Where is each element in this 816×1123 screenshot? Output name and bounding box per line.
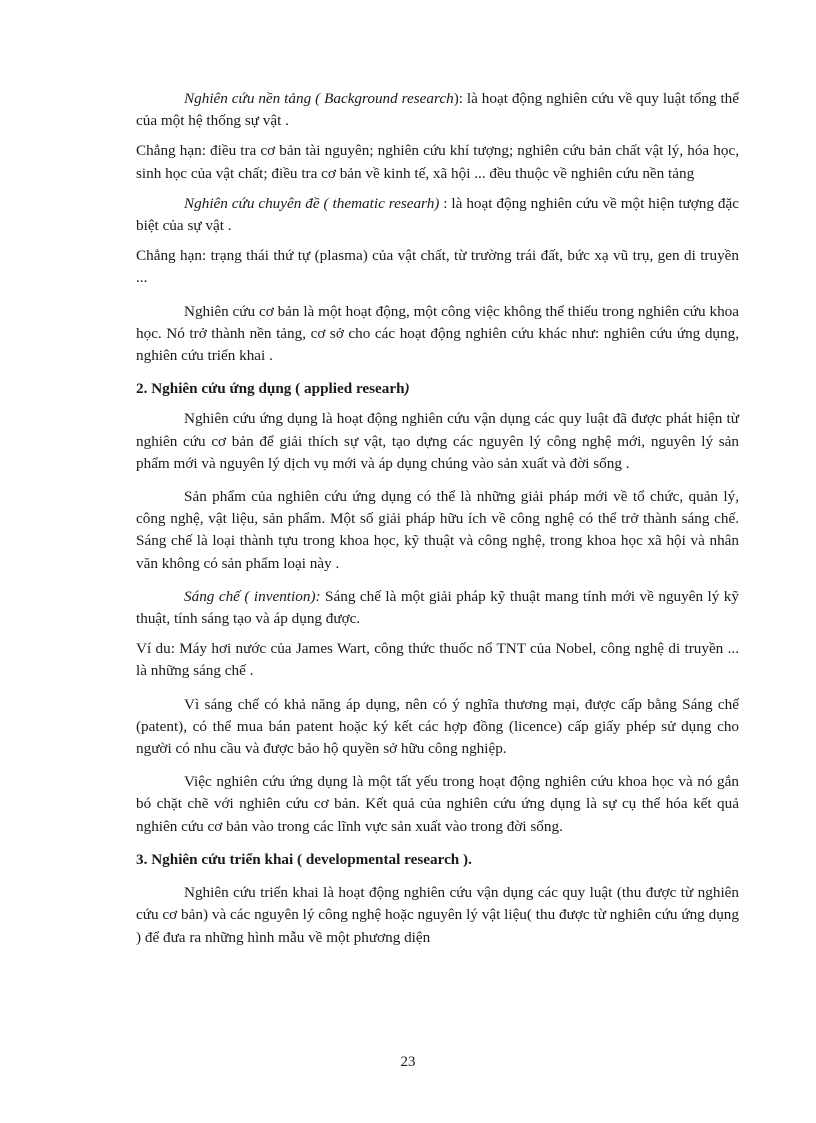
paragraph-thematic-research <box>136 193 739 237</box>
paragraph-invention-definition <box>136 586 739 630</box>
definition-text: ): là hoạt động nghiên cứu về quy luật tổng thể của một hệ thống sự vật . <box>136 90 739 130</box>
heading-text: 2. Nghiên cứu ứng dụng ( applied researh <box>136 380 405 398</box>
paragraph-patent: Vì sáng chế có khả năng áp dụng, nên có ý nghĩa thương mại, được cấp bằng Sáng chế (patent), có thể mua bán patent hoặc ký kết các hợp đồng (licence) cấp giấy phép sử dụng cho người có nhu cầu và được bảo hộ quyền sở hữu công nghiệp. <box>136 695 739 758</box>
paragraph-developmental-research-definition: Nghiên cứu triển khai là hoạt động nghiên cứu vận dụng các quy luật (thu được từ nghiên cứu cơ bản) và các nguyên lý công nghệ hoặc nguyên lý vật liệu( thu được từ nghiên cứu ứng dụng ) để đưa ra những hình mẫu về một phương diện <box>136 884 739 946</box>
paragraph-thematic-examples: Chẳng hạn: trạng thái thứ tự (plasma) của vật chất, từ trường trái đất, bức xạ vũ trụ, gen di truyền ... <box>136 247 739 287</box>
term-thematic-research: Nghiên cứu chuyên đề ( thematic researh) <box>184 194 440 212</box>
paragraph-invention-examples: Ví du: Máy hơi nước của James Wart, công thức thuốc nổ TNT của Nobel, công nghệ di truyền ... là những sáng chế . <box>136 640 739 680</box>
document-body <box>136 88 739 949</box>
paragraph-basic-research-summary: Nghiên cứu cơ bản là một hoạt động, một công việc không thể thiếu trong nghiên cứu khoa học. Nó trở thành nền tảng, cơ sở cho các hoạt động nghiên cứu khác như: nghiên cứu ứng dụng, nghiên cứu triển khai . <box>136 302 739 365</box>
paragraph-background-research <box>136 88 739 132</box>
page-number: 23 <box>400 1054 416 1070</box>
term-invention: Sáng chế ( invention): <box>184 587 321 605</box>
definition-text: Sáng chế là một giải pháp kỹ thuật mang tính mới về nguyên lý kỹ thuật, tính sáng tạo và áp dụng được. <box>136 587 739 628</box>
term-background-research: Nghiên cứu nền tảng ( Background research <box>184 90 454 107</box>
section-heading-applied-research <box>136 378 739 400</box>
heading-tail: ) <box>404 380 410 398</box>
paragraph-background-examples: Chẳng hạn: điều tra cơ bản tài nguyên; nghiên cứu khí tượng; nghiên cứu bản chất vật lý, hóa học, sinh học của vật chất; điều tra cơ bản về kinh tế, xã hội ... đều thuộc về nghiên cứu nền tảng <box>136 142 739 182</box>
section-heading-developmental-research: 3. Nghiên cứu triển khai ( developmental research ). <box>136 850 472 868</box>
paragraph-applied-research-definition: Nghiên cứu ứng dụng là hoạt động nghiên cứu vận dụng các quy luật đã được phát hiện từ nghiên cứu cơ bản để giải thích sự vật, tạo dựng các nguyên lý công nghệ mới, nguyên lý sản phẩm mới và nguyên lý dịch vụ mới và áp dụng chúng vào sản xuất và đời sống . <box>136 410 739 472</box>
paragraph-applied-research-products: Sản phẩm của nghiên cứu ứng dụng có thể là những giải pháp mới về tổ chức, quản lý, công nghệ, vật liệu, sản phẩm. Một số giải pháp hữu ích về công nghệ có thể trở thành sáng chế. Sáng chế là loại thành tựu trong khoa học, kỹ thuật và công nghệ, trong khoa học xã hội và nhân văn không có sản phẩm loại này . <box>136 488 739 572</box>
paragraph-applied-research-role: Việc nghiên cứu ứng dụng là một tất yếu trong hoạt động nghiên cứu khoa học và nó gắn bó chặt chẽ với nghiên cứu cơ bản. Kết quả của nghiên cứu ứng dụng là sự cụ thể hóa kết quả nghiên cứu cơ bản vào trong các lĩnh vực sản xuất vào trong đời sống. <box>136 773 739 835</box>
definition-text: : là hoạt động nghiên cứu về một hiện tượng đặc biệt của sự vật . <box>136 194 739 235</box>
